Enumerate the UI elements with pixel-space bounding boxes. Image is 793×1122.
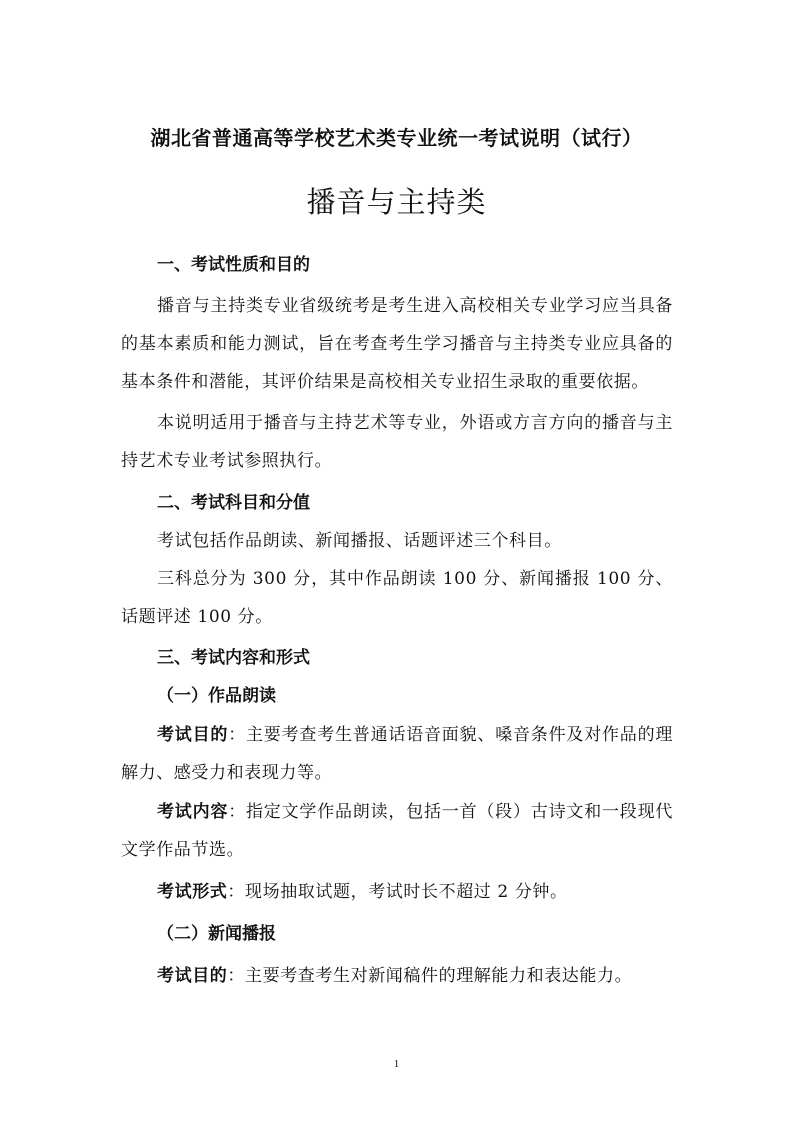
paragraph-exam-purpose (121, 716, 673, 792)
section-heading-2: 二、考试科目和分值 (157, 493, 310, 513)
label-exam-purpose: 考试目的 (157, 725, 229, 745)
text-exam-form: ：现场抽取试题，考试时长不超过 2 分钟。 (227, 882, 568, 902)
paragraph: 本说明适用于播音与主持艺术等专业，外语或方言方向的播音与主持艺术专业考试参照执行。 (121, 413, 673, 471)
subsection-heading-2: （二）新闻播报 (157, 924, 276, 944)
paragraph-exam-content (121, 793, 673, 869)
text-exam-content: ：指定文学作品朗读，包括一首（段）古诗文和一段现代文学作品节选。 (121, 802, 673, 860)
text-news-purpose: ：主要考查考生对新闻稿件的理解能力和表达能力。 (227, 966, 633, 986)
paragraph-news-purpose (121, 957, 673, 995)
section-heading-1: 一、考试性质和目的 (157, 255, 310, 275)
text-exam-purpose: ：主要考查考生普通话语音面貌、嗓音条件及对作品的理解力、感受力和表现力等。 (121, 725, 673, 783)
document-title: 湖北省普通高等学校艺术类专业统一考试说明（试行） (150, 126, 643, 150)
subsection-heading-1: （一）作品朗读 (157, 686, 276, 706)
paragraph: 三科总分为 300 分，其中作品朗读 100 分、新闻播报 100 分、话题评述 100 分。 (121, 569, 673, 627)
label-exam-content: 考试内容 (157, 802, 229, 822)
document-body (121, 246, 673, 995)
document-subtitle: 播音与主持类 (306, 185, 487, 219)
section-heading-3: 三、考试内容和形式 (157, 648, 310, 668)
paragraph-exam-form (121, 873, 673, 911)
label-news-purpose: 考试目的 (157, 966, 228, 986)
label-exam-form: 考试形式 (157, 882, 228, 902)
paragraph: 考试包括作品朗读、新闻播报、话题评述三个科目。 (157, 531, 562, 551)
page-number: 1 (393, 1058, 400, 1070)
paragraph: 播音与主持类专业省级统考是考生进入高校相关专业学习应当具备的基本素质和能力测试，旨在考查考生学习播音与主持类专业应具备的基本条件和潜能，其评价结果是高校相关专业招生录取的重要依据。 (121, 296, 673, 392)
